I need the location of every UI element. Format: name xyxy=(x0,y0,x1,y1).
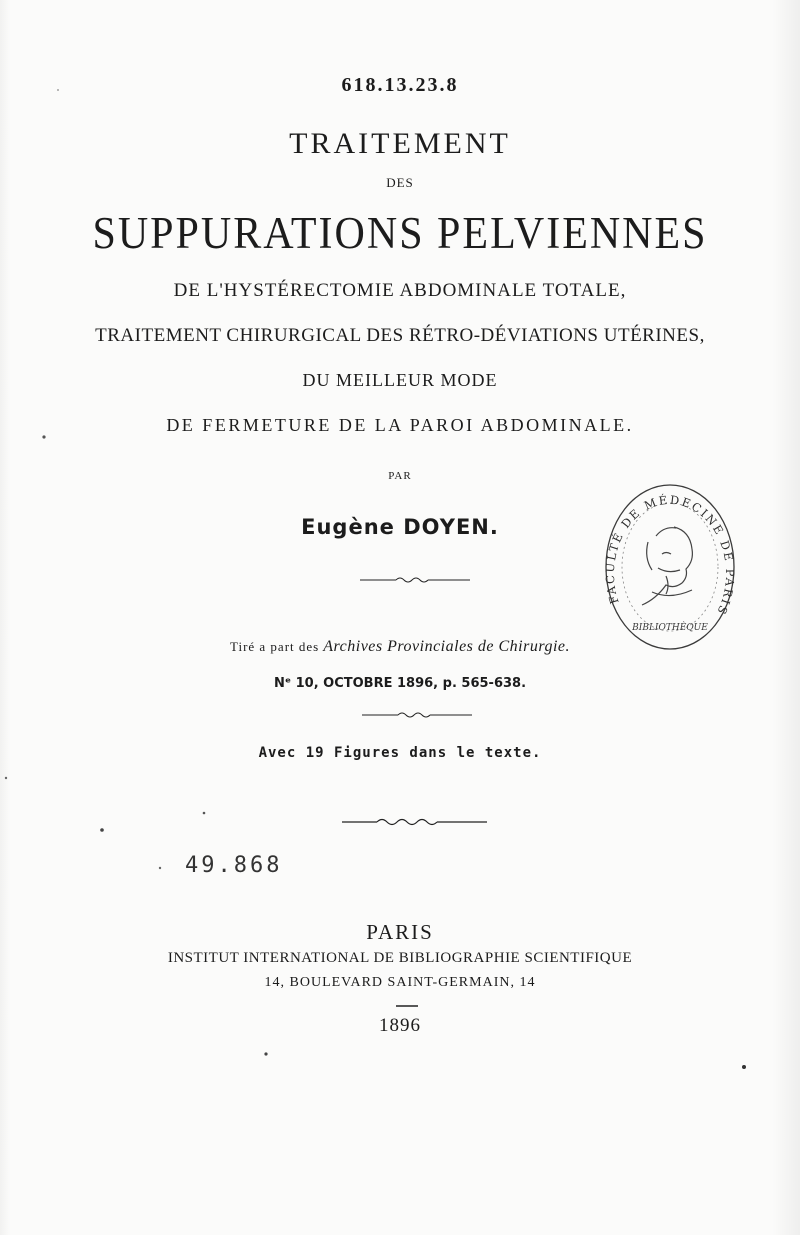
imprint-address: 14, BOULEVARD SAINT-GERMAIN, 14 xyxy=(264,975,536,990)
title-line-1: TRAITEMENT xyxy=(289,127,511,160)
imprint-year: 1896 xyxy=(379,1015,421,1036)
title-line-2: DES xyxy=(386,175,414,190)
subtitle-line-3: DU MEILLEUR MODE xyxy=(302,370,498,390)
imprint-city: PARIS xyxy=(366,920,434,944)
imprint-publisher: INSTITUT INTERNATIONAL DE BIBLIOGRAPHIE SCIENTIFIQUE xyxy=(167,950,633,966)
figures-note: Avec 19 Figures dans le texte. xyxy=(258,745,542,761)
subtitle-line-4: DE FERMETURE DE LA PAROI ABDOMINALE. xyxy=(166,415,634,435)
classification-number: 618.13.23.8 xyxy=(341,74,459,96)
journal-title: Archives Provinciales de Chirurgie. xyxy=(323,638,571,655)
offprint-prefix: Tiré a part des xyxy=(229,639,320,654)
accession-number: 49.868 xyxy=(185,853,283,878)
byline-par: PAR xyxy=(388,470,412,482)
title-line-3: SUPPURATIONS PELVIENNES xyxy=(92,209,708,259)
issue-line: Nᵉ 10, OCTOBRE 1896, p. 565-638. xyxy=(273,676,527,691)
stamp-text-bottom: BIBLIOTHÈQUE xyxy=(632,623,708,633)
subtitle-line-1: DE L'HYSTÉRECTOMIE ABDOMINALE TOTALE, xyxy=(173,280,627,301)
stamp-text-top: FACULTÉ DE MÉDECINE DE PARIS xyxy=(602,492,738,619)
subtitle-line-2: TRAITEMENT CHIRURGICAL DES RÉTRO-DÉVIATIONS UTÉRINES, xyxy=(95,325,705,346)
author-name: Eugène DOYEN. xyxy=(301,515,499,539)
